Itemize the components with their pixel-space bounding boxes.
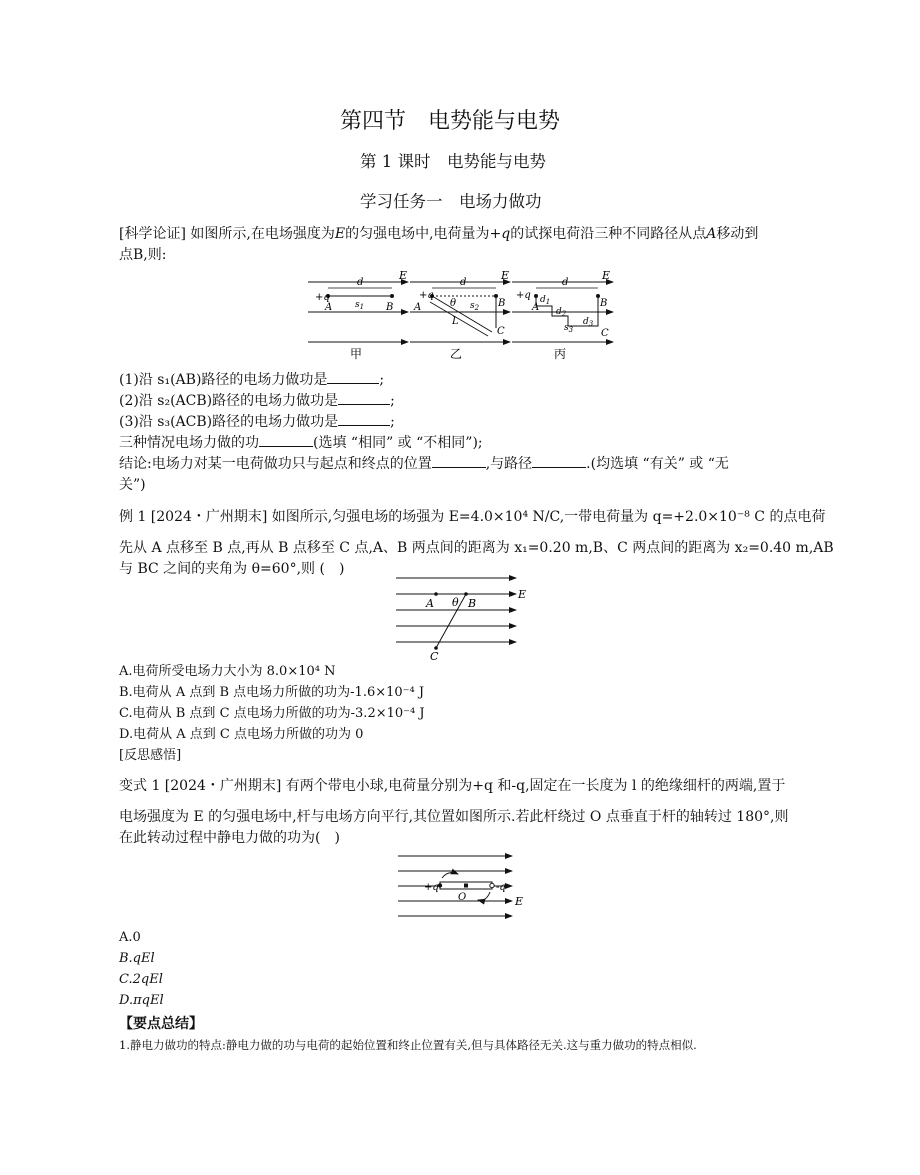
question-2: (2)沿 s₂(ACB)路径的电场力做功是 ; (119, 393, 395, 409)
svg-text:A: A (532, 302, 540, 313)
svg-text:E: E (501, 269, 510, 282)
svg-text:d2: $d_2$ (556, 307, 567, 318)
intro-line-2: 点B,则: (119, 247, 167, 263)
svg-text:B: B (498, 298, 506, 309)
summary-title: 【要点总结】 (119, 1016, 203, 1032)
svg-text:s3: $s_3$ (564, 323, 574, 334)
intro-text-a: 如图所示,在电场强度为 (190, 226, 335, 242)
question-4: 三种情况电场力做的功 (选填 “相同” 或 “不相同”); (119, 435, 483, 451)
svg-text:A: A (414, 302, 422, 313)
reflection-label: [反思感悟] (119, 748, 182, 763)
intro-text-c: 的试探电荷沿三种不同路径从点 (510, 226, 707, 242)
variant-1-figure (392, 850, 532, 922)
question-5: 结论:电场力对某一电荷做功只与起点和终点的位置 ,与路径 .(均选填 “有关” 或 “无 (119, 456, 729, 472)
svg-text:B: B (468, 597, 477, 610)
svg-text:B: B (600, 298, 608, 309)
question-3: (3)沿 s₃(ACB)路径的电场力做功是 ; (119, 414, 395, 430)
svg-text:B: B (386, 302, 394, 313)
example-1-line-2: 先从 A 点移至 B 点,再从 B 点移至 C 点,A、B 两点间的距离为 x₁=0.20 m,B、C 两点间的距离为 x₂=0.40 m,AB (119, 540, 834, 556)
variant-1-line-1: 变式 1 [2024・广州期末] 有两个带电小球,电荷量分别为+q 和-q,固定在一长度为 l 的绝缘细杆的两端,置于 (119, 778, 786, 794)
example-1-option-b: B.电荷从 A 点到 B 点电场力所做的功为-1.6×10⁻⁴ J (119, 685, 425, 700)
svg-text:E: E (602, 269, 611, 282)
lesson-title: 第 1 课时 电势能与电势 (360, 152, 546, 171)
svg-text:O: O (458, 892, 467, 903)
svg-text:d3: $d_3$ (583, 317, 594, 328)
svg-text:d: d (562, 277, 569, 288)
field-lines (308, 282, 613, 342)
svg-text:E: E (515, 895, 524, 908)
intro-text-b: 的匀强电场中,电荷量为+ (345, 226, 502, 242)
example-1-option-d: D.电荷从 A 点到 C 点电场力所做的功为 0 (119, 727, 364, 742)
svg-text:+q: +q (424, 882, 439, 893)
summary-point-1: 1.静电力做功的特点:静电力做的功与电荷的起始位置和终止位置有关,但与具体路径无关.这与重力做功的特点相似. (119, 1038, 697, 1052)
example-1-line-1: 例 1 [2024・广州期末] 如图所示,匀强电场的场强为 E=4.0×10⁴ N/C,一带电荷量为 q=+2.0×10⁻⁸ C 的点电荷 (119, 509, 826, 525)
path-jia (315, 269, 407, 313)
task-title: 学习任务一 电场力做功 (360, 192, 542, 211)
variant-1-option-b: B.qEl (119, 951, 155, 966)
svg-text:s1: $s_1$ (355, 300, 365, 311)
section-title: 第四节 电势能与电势 (340, 109, 561, 134)
question-1: (1)沿 s₁(AB)路径的电场力做功是 ; (119, 372, 385, 388)
svg-text:+q: +q (516, 290, 531, 301)
example-1-option-a: A.电荷所受电场力大小为 8.0×10⁴ N (119, 664, 336, 679)
intro-q: q (501, 226, 511, 242)
example-1-line-3: 与 BC 之间的夹角为 θ=60°,则 ( ) (119, 561, 345, 577)
variant-1-option-a: A.0 (119, 930, 141, 945)
svg-text:θ: θ (452, 596, 459, 609)
svg-text:C: C (430, 650, 439, 663)
svg-text:C: C (601, 328, 609, 339)
svg-text:L: L (452, 316, 459, 327)
path-yi (413, 269, 509, 337)
variant-1-line-3: 在此转动过程中静电力做的功为( ) (119, 830, 340, 846)
caption-jia: 甲 (350, 347, 363, 361)
svg-text:θ: θ (450, 298, 457, 309)
path-bing (516, 269, 610, 339)
intro-text-d: 移动到 (716, 226, 759, 242)
caption-yi: 乙 (450, 347, 463, 361)
svg-text:s2: $s_2$ (470, 301, 480, 312)
svg-text:C: C (497, 326, 505, 337)
question-5-cont: 关”) (119, 477, 146, 493)
example-1-option-c: C.电荷从 B 点到 C 点电场力所做的功为-3.2×10⁻⁴ J (119, 706, 425, 721)
intro-tag: [科学论证] (119, 226, 186, 242)
svg-text:+q: +q (419, 290, 434, 301)
three-paths-figure (300, 262, 620, 364)
intro-A: A (706, 226, 717, 242)
example-1-figure (390, 572, 540, 664)
svg-text:d1: $d_1$ (540, 295, 551, 306)
svg-text:d: d (460, 277, 467, 288)
variant-1-option-d: D.πqEl (119, 993, 164, 1008)
svg-text:d: d (357, 277, 364, 288)
svg-text:E: E (518, 588, 527, 601)
intro-line-1 (119, 223, 758, 243)
svg-text:A: A (426, 597, 434, 610)
svg-text:A: A (325, 302, 333, 313)
svg-text:-q: -q (496, 882, 506, 893)
intro-E: E (334, 226, 346, 242)
caption-bing: 丙 (554, 347, 567, 361)
variant-1-option-c: C.2qEl (119, 972, 163, 987)
variant-1-line-2: 电场强度为 E 的匀强电场中,杆与电场方向平行,其位置如图所示.若此杆绕过 O 点垂直于杆的轴转过 180°,则 (119, 809, 789, 825)
svg-text:E: E (399, 269, 408, 282)
svg-text:+q: +q (315, 292, 330, 303)
